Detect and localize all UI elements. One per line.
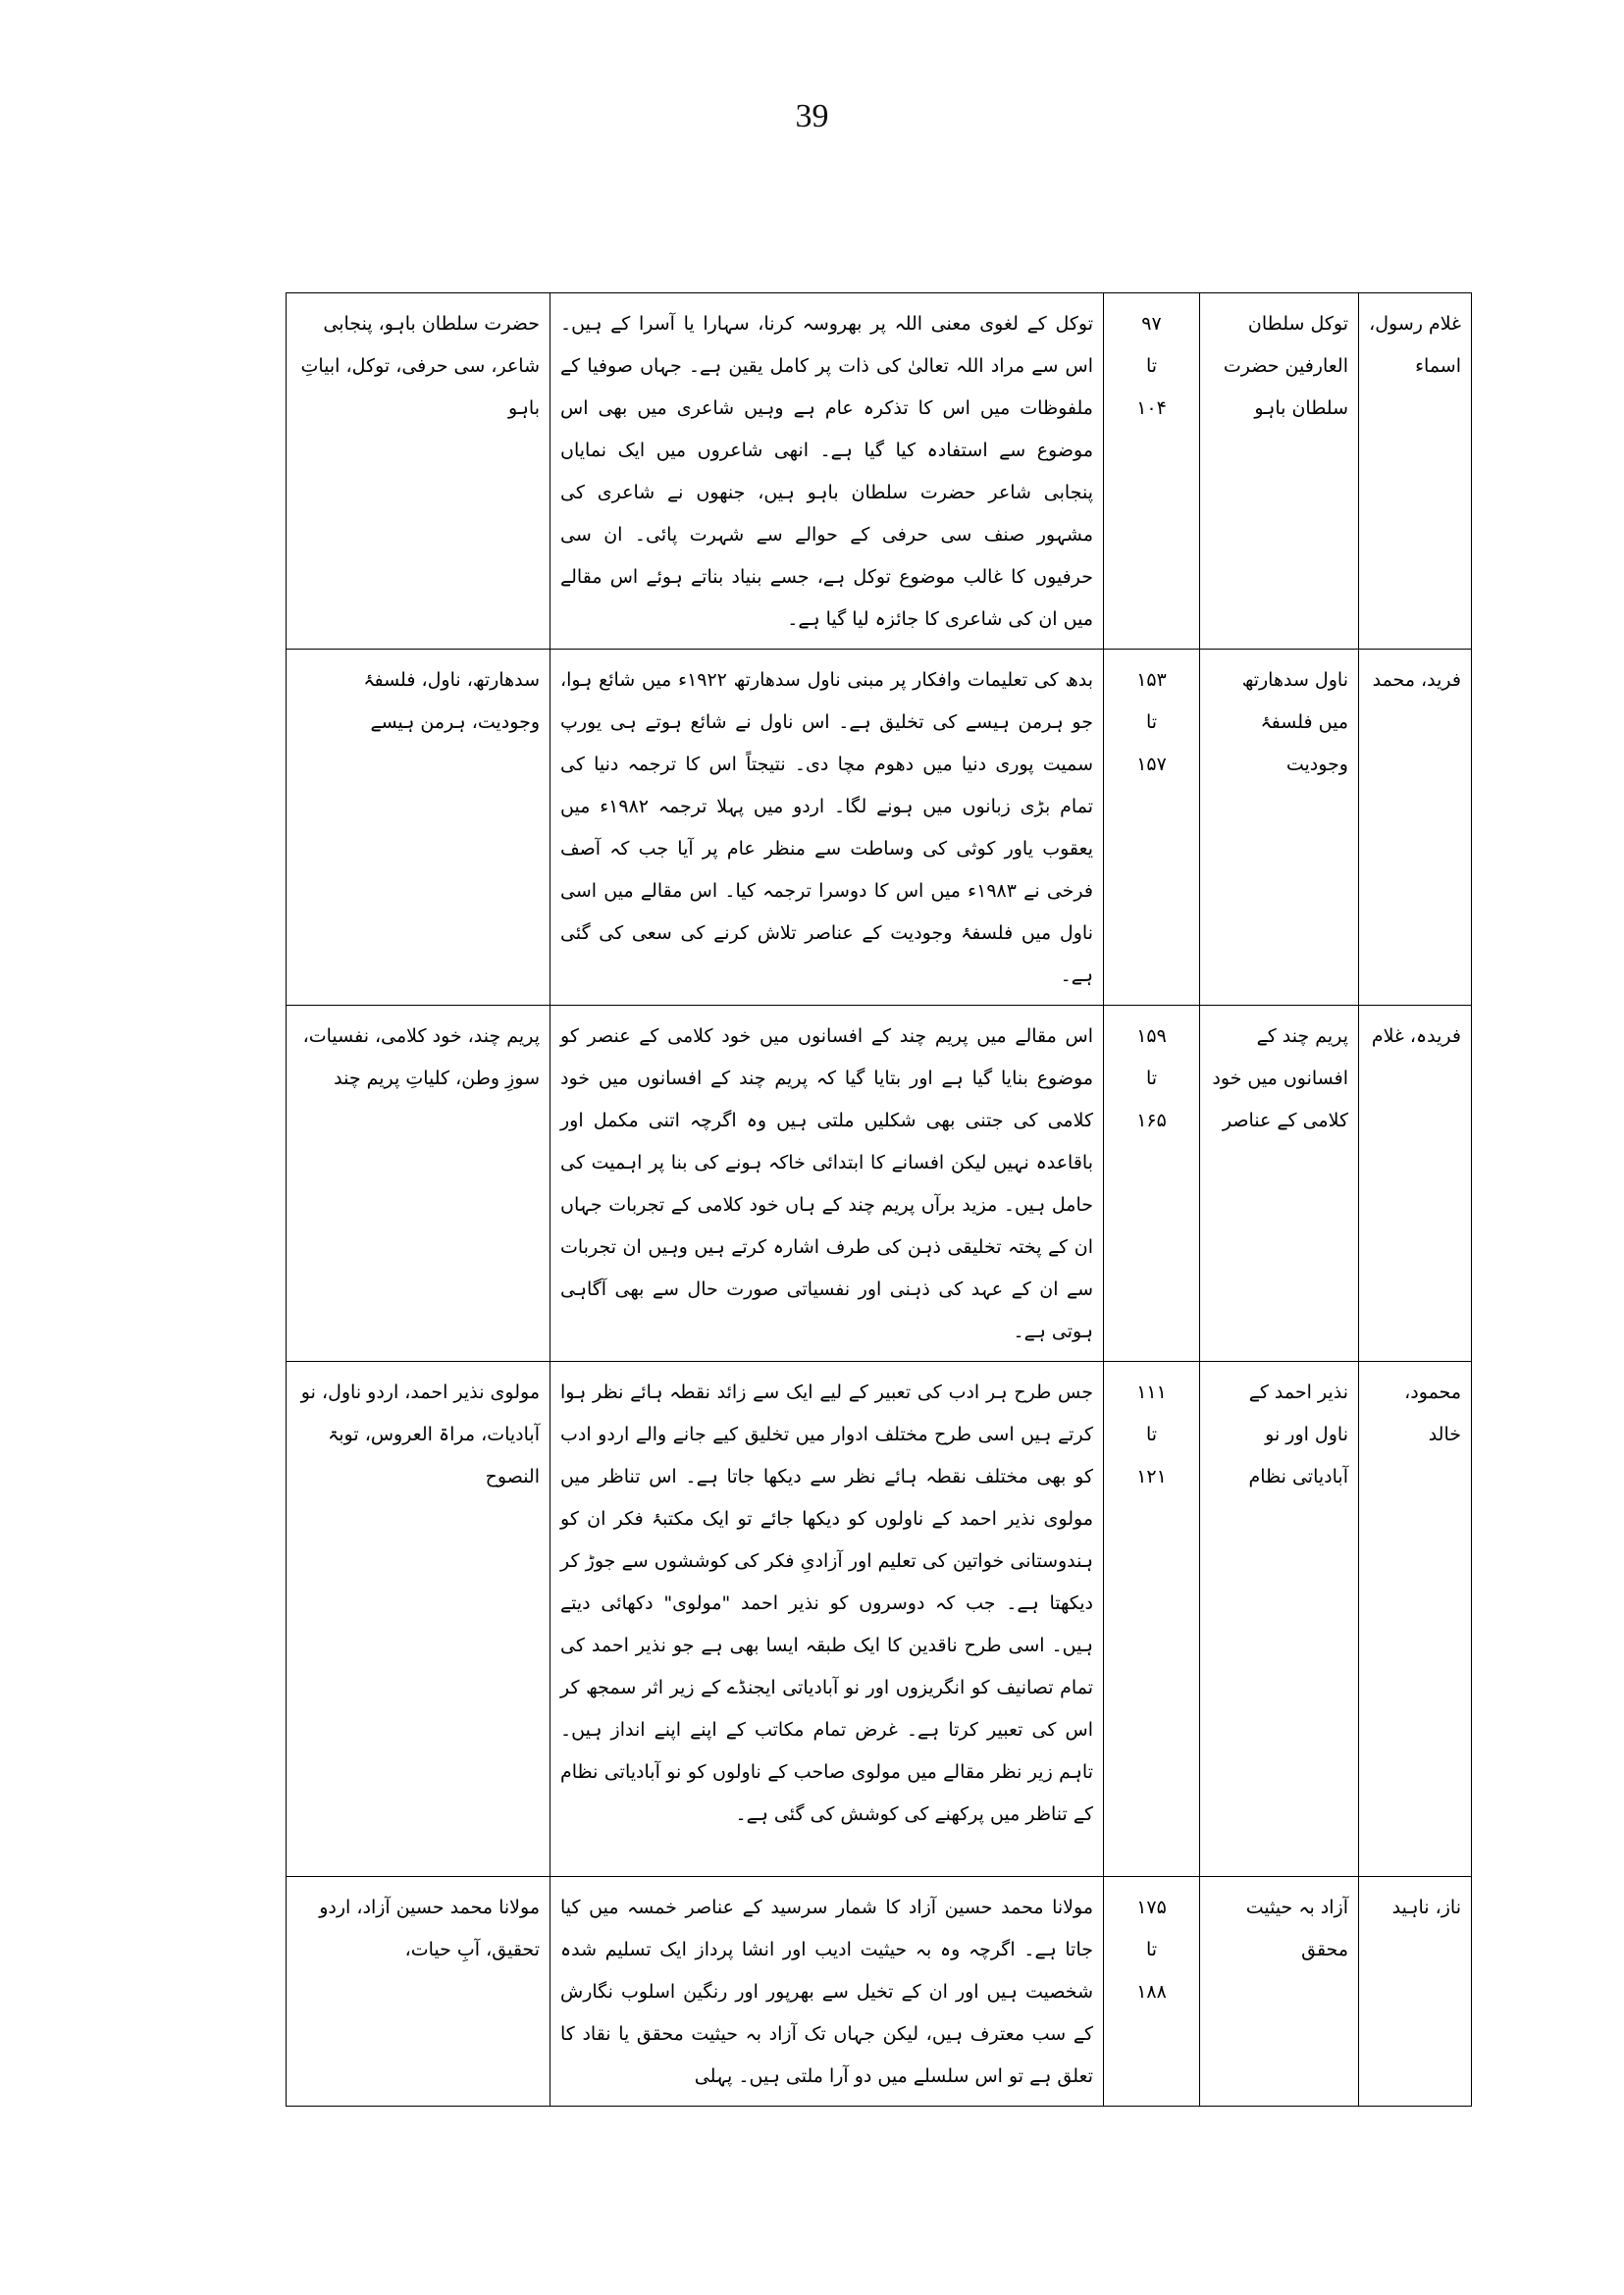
title-cell: نذیر احمد کے ناول اور نو آبادیاتی نظام	[1200, 1362, 1359, 1877]
author-cell: غلام رسول، اسماء	[1359, 293, 1472, 650]
table-row	[287, 1362, 1472, 1877]
keywords-cell: مولانا محمد حسین آزاد، اردو تحقیق، آبِ حیات،	[287, 1877, 550, 2107]
table-row	[287, 1877, 1472, 2107]
page-start: ۱۷۵	[1136, 1897, 1167, 1918]
pages-cell	[1104, 650, 1200, 1006]
page-sep: تا	[1145, 1068, 1158, 1089]
page-sep: تا	[1145, 355, 1158, 377]
page-sep: تا	[1145, 711, 1158, 733]
keywords-cell: مولوی نذیر احمد، اردو ناول، نو آبادیات، مراۃ العروس، توبۃ النصوح	[287, 1362, 550, 1877]
page-end: ۱۲۱	[1136, 1466, 1167, 1487]
page-start: ۱۵۹	[1136, 1025, 1167, 1047]
page-sep: تا	[1145, 1424, 1158, 1445]
author-cell: ناز، ناہید	[1359, 1877, 1472, 2107]
author-cell: محمود، خالد	[1359, 1362, 1472, 1877]
page-start: ۱۵۳	[1136, 669, 1167, 691]
keywords-cell: پریم چند، خود کلامی، نفسیات، سوزِ وطن، کلیاتِ پریم چند	[287, 1006, 550, 1362]
table-row	[287, 650, 1472, 1006]
pages-cell	[1104, 1006, 1200, 1362]
author-cell: فرید، محمد	[1359, 650, 1472, 1006]
keywords-cell: حضرت سلطان باہو، پنجابی شاعر، سی حرفی، توکل، ابیاتِ باہو	[287, 293, 550, 650]
abstract-cell: توکل کے لغوی معنی اللہ پر بھروسہ کرنا، سہارا یا آسرا کے ہیں۔ اس سے مراد اللہ تعالیٰ کی ذات پر کامل یقین ہے۔ جہاں صوفیا کے ملفوظات میں اس کا تذکرہ عام ہے وہیں شاعری میں بھی اس موضوع سے استفادہ کیا گیا ہے۔ انھی شاعروں میں ایک نمایاں پنجابی شاعر حضرت سلطان باہو ہیں، جنھوں نے شاعری کی مشہور صنف سی حرفی کے حوالے سے شہرت پائی۔ ان سی حرفیوں کا غالب موضوع توکل ہے، جسے بنیاد بناتے ہوئے اس مقالے میں ان کی شاعری کا جائزہ لیا گیا ہے۔	[550, 293, 1104, 650]
page-end: ۱۰۴	[1136, 397, 1167, 419]
author-cell: فریدہ، غلام	[1359, 1006, 1472, 1362]
pages-cell	[1104, 293, 1200, 650]
pages-cell	[1104, 1877, 1200, 2107]
page-start: ۱۱۱	[1136, 1382, 1167, 1403]
page-end: ۱۶۵	[1136, 1110, 1167, 1131]
pages-cell	[1104, 1362, 1200, 1877]
page-end: ۱۵۷	[1136, 754, 1167, 775]
keywords-cell: سدھارتھ، ناول، فلسفۂ وجودیت، ہرمن ہیسے	[287, 650, 550, 1006]
page-end: ۱۸۸	[1136, 1981, 1167, 2003]
table-row	[287, 293, 1472, 650]
abstract-cell: اس مقالے میں پریم چند کے افسانوں میں خود کلامی کے عنصر کو موضوع بنایا گیا ہے اور بتایا گیا کہ پریم چند کے افسانوں میں خود کلامی کی جتنی بھی شکلیں ملتی ہیں وہ اگرچہ اتنی مکمل اور باقاعدہ نہیں لیکن افسانے کا ابتدائی خاکہ ہونے کی بنا پر اہمیت کی حامل ہیں۔ مزید برآں پریم چند کے ہاں خود کلامی کے تجربات جہاں ان کے پختہ تخلیقی ذہن کی طرف اشارہ کرتے ہیں وہیں ان تجربات سے ان کے عہد کی ذہنی اور نفسیاتی صورت حال سے بھی آگاہی ہوتی ہے۔	[550, 1006, 1104, 1362]
page-start: ۹۷	[1141, 313, 1162, 335]
table-row	[287, 1006, 1472, 1362]
title-cell: پریم چند کے افسانوں میں خود کلامی کے عناصر	[1200, 1006, 1359, 1362]
abstract-cell: بدھ کی تعلیمات وافکار پر مبنی ناول سدھارتھ ۱۹۲۲ء میں شائع ہوا، جو ہرمن ہیسے کی تخلیق ہے۔ اس ناول نے شائع ہوتے ہی یورپ سمیت پوری دنیا میں دھوم مچا دی۔ نتیجتاً اس کا ترجمہ دنیا کی تمام بڑی زبانوں میں ہونے لگا۔ اردو میں پہلا ترجمہ ۱۹۸۲ء میں یعقوب یاور کوثی کی وساطت سے منظر عام پر آیا جب کہ آصف فرخی نے ۱۹۸۳ء میں اس کا دوسرا ترجمہ کیا۔ اس مقالے میں اسی ناول میں فلسفۂ وجودیت کے عناصر تلاش کرنے کی سعی کی گئی ہے۔	[550, 650, 1104, 1006]
title-cell: ناول سدھارتھ میں فلسفۂ وجودیت	[1200, 650, 1359, 1006]
title-cell: آزاد بہ حیثیت محقق	[1200, 1877, 1359, 2107]
abstract-cell: مولانا محمد حسین آزاد کا شمار سرسید کے عناصر خمسہ میں کیا جاتا ہے۔ اگرچہ وہ بہ حیثیت ادیب اور انشا پرداز ایک تسلیم شدہ شخصیت ہیں اور ان کے تخیل سے بھرپور اور رنگین اسلوب نگارش کے سب معترف ہیں، لیکن جہاں تک آزاد بہ حیثیت محقق یا نقاد کا تعلق ہے تو اس سلسلے میں دو آرا ملتی ہیں۔ پہلی	[550, 1877, 1104, 2107]
article-index-table	[286, 292, 1472, 2107]
title-cell: توکل سلطان العارفین حضرت سلطان باہو	[1200, 293, 1359, 650]
page-number: 39	[795, 98, 829, 134]
abstract-cell: جس طرح ہر ادب کی تعبیر کے لیے ایک سے زائد نقطہ ہائے نظر ہوا کرتے ہیں اسی طرح مختلف ادوار میں تخلیق کیے جانے والے اردو ادب کو بھی مختلف نقطہ ہائے نظر سے دیکھا جاتا ہے۔ اس تناظر میں مولوی نذیر احمد کے ناولوں کو دیکھا جائے تو ایک مکتبۂ فکر ان کو ہندوستانی خواتین کی تعلیم اور آزادیِ فکر کی کوششوں سے جوڑ کر دیکھتا ہے۔ جب کہ دوسروں کو نذیر احمد "مولوی" دکھائی دیتے ہیں۔ اسی طرح ناقدین کا ایک طبقہ ایسا بھی ہے جو نذیر احمد کی تمام تصانیف کو انگریزوں اور نو آبادیاتی ایجنڈے کے زیر اثر سمجھ کر اس کی تعبیر کرتا ہے۔ غرض تمام مکاتب کے اپنے اپنے انداز ہیں۔ تاہم زیر نظر مقالے میں مولوی صاحب کے ناولوں کو نو آبادیاتی نظام کے تناظر میں پرکھنے کی کوشش کی گئی ہے۔	[550, 1362, 1104, 1877]
page-sep: تا	[1145, 1939, 1158, 1960]
